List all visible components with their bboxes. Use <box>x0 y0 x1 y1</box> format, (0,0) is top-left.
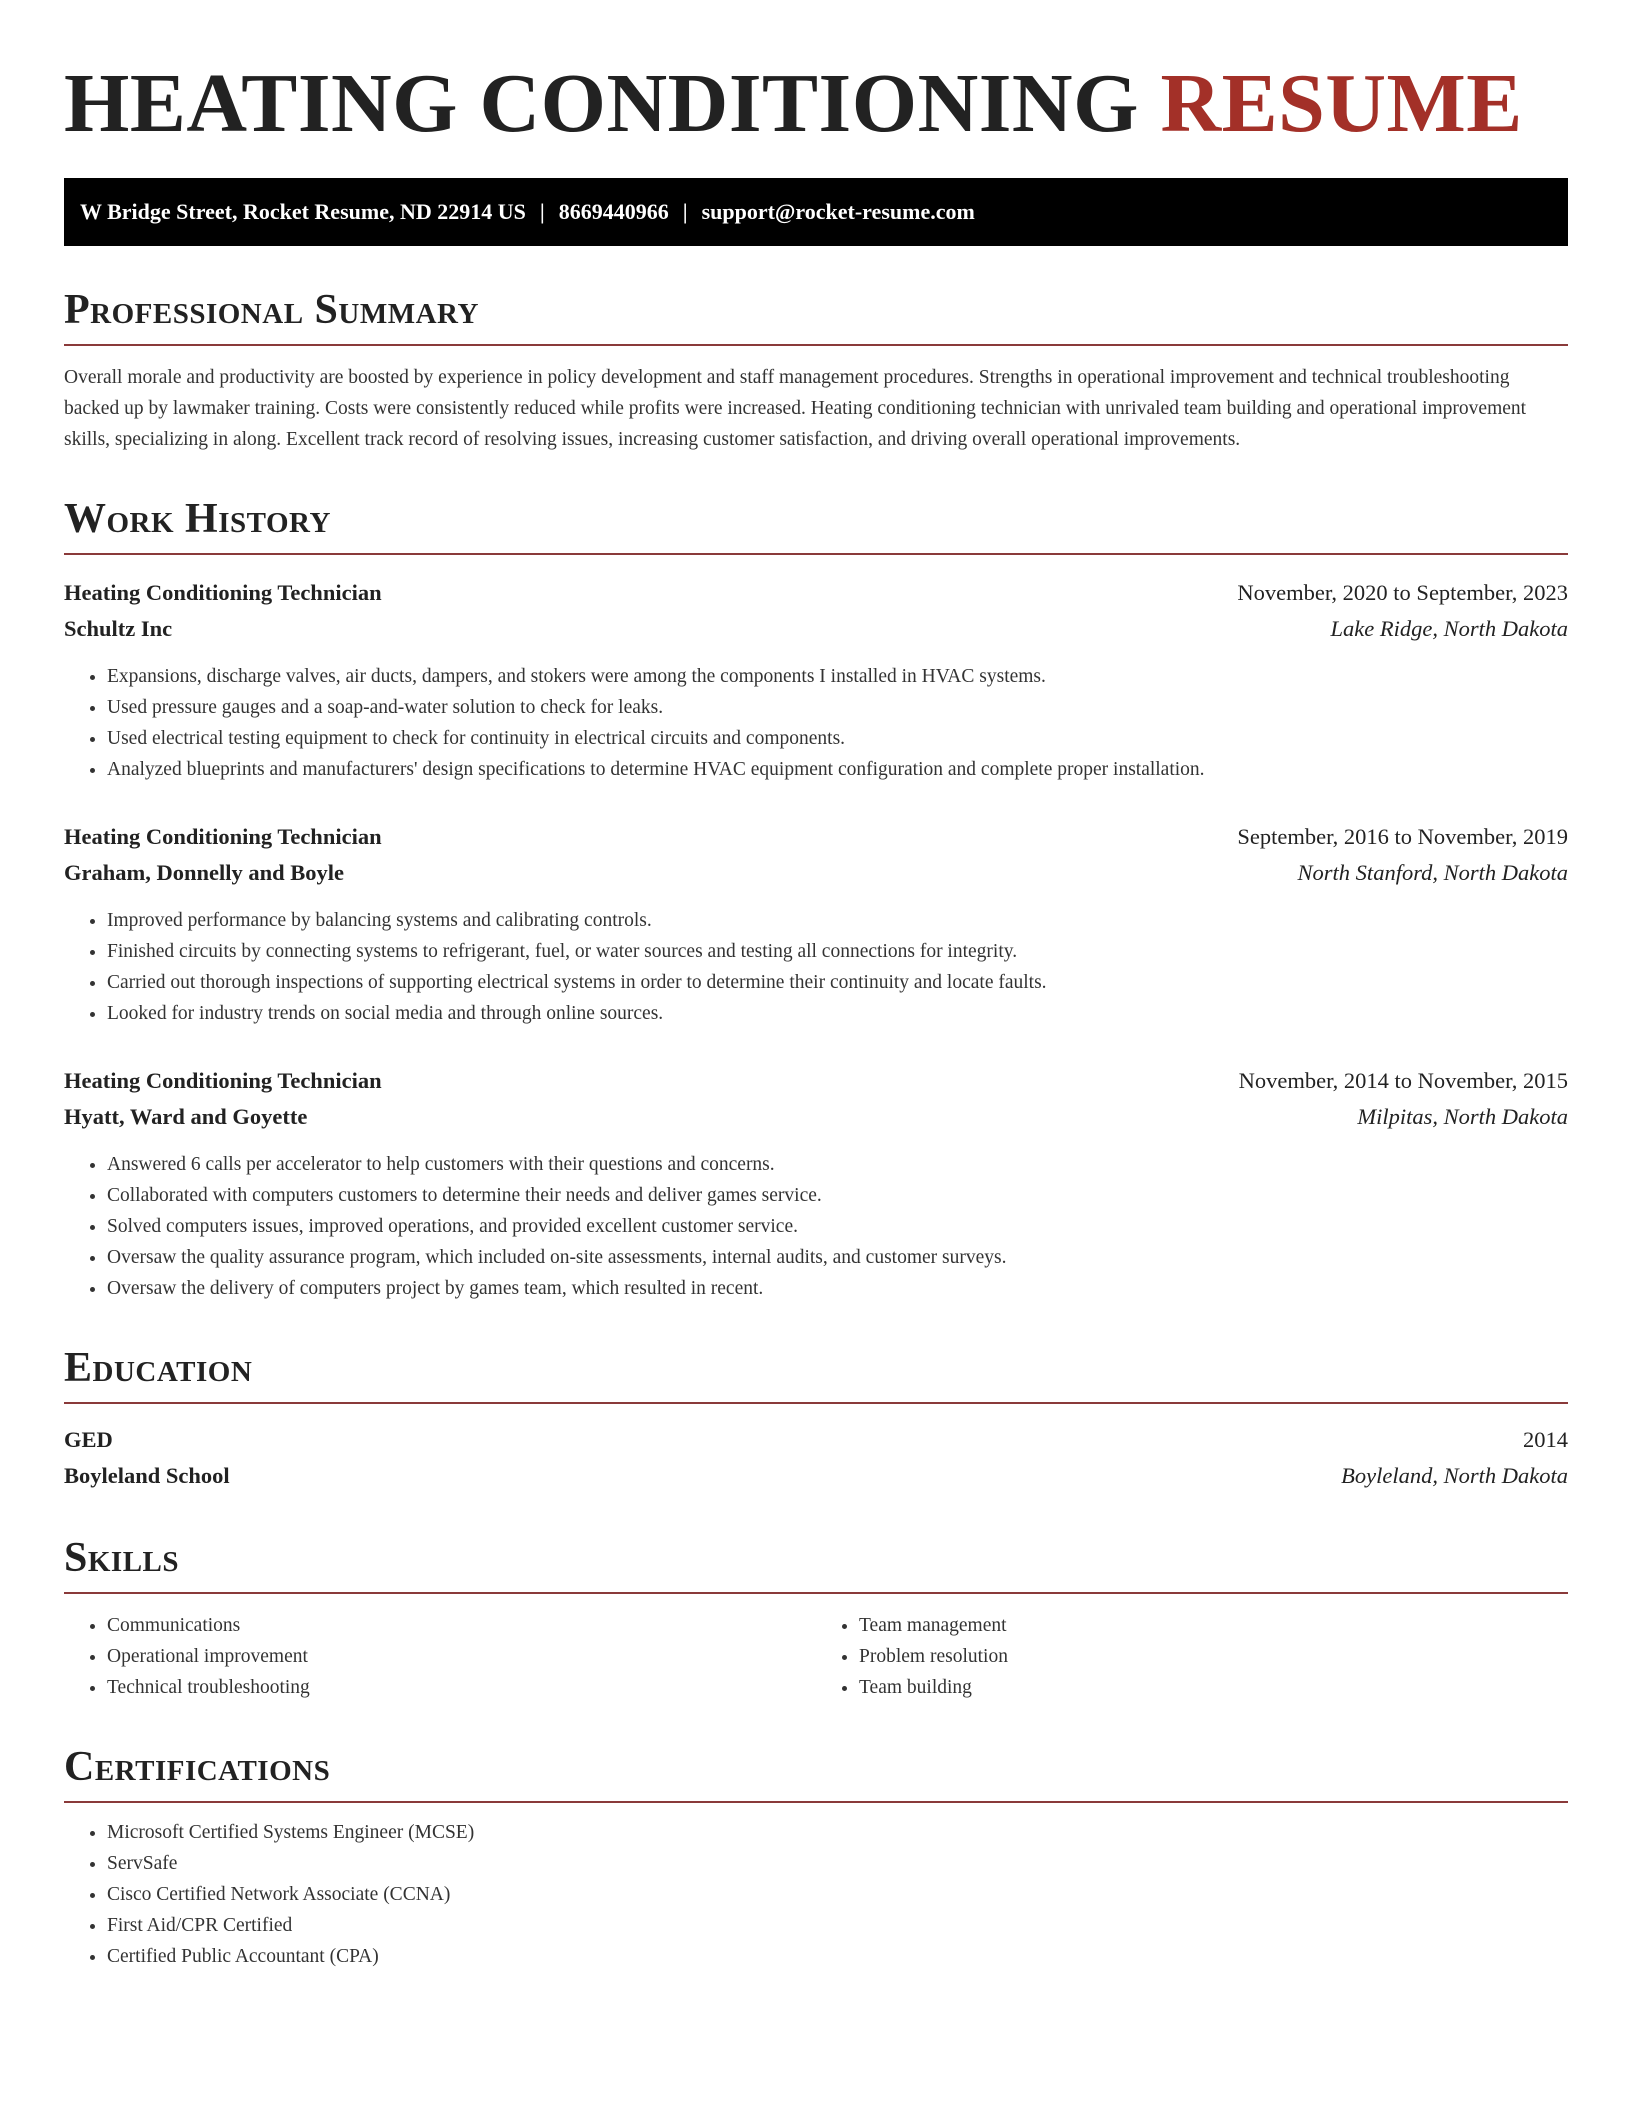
education-degree: GED <box>64 1427 113 1452</box>
education-year: 2014 <box>1523 1427 1568 1452</box>
skills-grid <box>64 1610 1568 1703</box>
education-location: Boyleland, North Dakota <box>1341 1463 1568 1488</box>
list-item: • First Aid/CPR Certified <box>107 1910 1568 1941</box>
list-item: • Problem resolution <box>859 1641 1568 1672</box>
job-dates: September, 2016 to November, 2019 <box>1237 824 1568 849</box>
job-dates: November, 2014 to November, 2015 <box>1238 1068 1568 1093</box>
job-company-row <box>64 611 1568 647</box>
list-item: • Communications <box>107 1610 816 1641</box>
list-item: • Microsoft Certified Systems Engineer (MCSE) <box>107 1817 1568 1848</box>
education-header-row <box>64 1422 1568 1458</box>
section-heading-summary: Professional Summary <box>64 288 1568 346</box>
job-bullets <box>64 905 1568 1029</box>
list-item: • Carried out thorough inspections of supporting electrical systems in order to determine their continuity and locate faults. <box>107 967 1568 998</box>
skills-section <box>64 1536 1568 1703</box>
list-item: • Improved performance by balancing systems and calibrating controls. <box>107 905 1568 936</box>
title-main: HEATING CONDITIONING <box>64 57 1139 150</box>
resume-title <box>64 58 1568 150</box>
job-dates: November, 2020 to September, 2023 <box>1237 580 1568 605</box>
job-company: Schultz Inc <box>64 616 173 641</box>
list-item: • Operational improvement <box>107 1641 816 1672</box>
job-title: Heating Conditioning Technician <box>64 1068 382 1093</box>
job-header-row <box>64 819 1568 855</box>
job-company: Graham, Donnelly and Boyle <box>64 860 345 885</box>
job-header-row <box>64 575 1568 611</box>
section-heading-certifications: Certifications <box>64 1745 1568 1803</box>
list-item: • Oversaw the delivery of computers project by games team, which resulted in recent. <box>107 1273 1568 1304</box>
summary-text: Overall morale and productivity are boosted by experience in policy development and staff management procedures. Strengths in operational improvement and technical troubleshooting backed up by lawmaker training. Costs were consistently reduced while profits were increased. Heating conditioning technician with unrivaled team building and operational improvement skills, specializing in along. Excellent track record of resolving issues, increasing customer satisfaction, and driving overall operational improvements. <box>64 367 1527 450</box>
list-item: • Expansions, discharge valves, air ducts, dampers, and stokers were among the components I installed in HVAC systems. <box>107 661 1568 692</box>
summary-section <box>64 288 1568 455</box>
list-item: • ServSafe <box>107 1848 1568 1879</box>
job-location: North Stanford, North Dakota <box>1297 860 1568 885</box>
contact-address: W Bridge Street, Rocket Resume, ND 22914 US <box>80 199 526 224</box>
list-item: • Team building <box>859 1672 1568 1703</box>
list-item: • Technical troubleshooting <box>107 1672 816 1703</box>
job-entry <box>64 575 1568 785</box>
list-item: • Team management <box>859 1610 1568 1641</box>
job-header-row <box>64 1063 1568 1099</box>
list-item: • Used pressure gauges and a soap-and-water solution to check for leaks. <box>107 692 1568 723</box>
section-heading-education: Education <box>64 1346 1568 1404</box>
contact-bar <box>64 178 1568 246</box>
list-item: • Oversaw the quality assurance program, which included on-site assessments, internal audits, and customer surveys. <box>107 1242 1568 1273</box>
contact-separator: | <box>539 199 545 224</box>
education-school-row <box>64 1458 1568 1494</box>
list-item: • Cisco Certified Network Associate (CCNA) <box>107 1879 1568 1910</box>
list-item: • Used electrical testing equipment to check for continuity in electrical circuits and components. <box>107 723 1568 754</box>
certifications-section <box>64 1745 1568 1972</box>
job-location: Lake Ridge, North Dakota <box>1330 616 1568 641</box>
title-accent: RESUME <box>1160 57 1523 150</box>
section-heading-skills: Skills <box>64 1536 1568 1594</box>
job-bullets <box>64 1149 1568 1304</box>
list-item: • Certified Public Accountant (CPA) <box>107 1941 1568 1972</box>
section-heading-work-history: Work History <box>64 497 1568 555</box>
contact-separator: | <box>682 199 688 224</box>
list-item: • Solved computers issues, improved operations, and provided excellent customer service. <box>107 1211 1568 1242</box>
job-company-row <box>64 855 1568 891</box>
list-item: • Answered 6 calls per accelerator to help customers with their questions and concerns. <box>107 1149 1568 1180</box>
job-company: Hyatt, Ward and Goyette <box>64 1104 308 1129</box>
job-title: Heating Conditioning Technician <box>64 580 382 605</box>
list-item: • Finished circuits by connecting systems to refrigerant, fuel, or water sources and testing all connections for integrity. <box>107 936 1568 967</box>
contact-phone: 8669440966 <box>558 199 669 224</box>
education-school: Boyleland School <box>64 1463 230 1488</box>
job-location: Milpitas, North Dakota <box>1357 1104 1568 1129</box>
job-entry <box>64 1063 1568 1304</box>
work-history-section <box>64 497 1568 1304</box>
contact-email: support@rocket-resume.com <box>701 199 975 224</box>
skills-list-left <box>64 1610 816 1703</box>
certifications-list <box>64 1817 1568 1972</box>
skills-list-right <box>816 1610 1568 1703</box>
list-item: • Looked for industry trends on social media and through online sources. <box>107 998 1568 1029</box>
job-entry <box>64 819 1568 1029</box>
job-title: Heating Conditioning Technician <box>64 824 382 849</box>
education-section <box>64 1346 1568 1494</box>
list-item: • Analyzed blueprints and manufacturers' design specifications to determine HVAC equipment configuration and complete proper installation. <box>107 754 1568 785</box>
job-bullets <box>64 661 1568 785</box>
list-item: • Collaborated with computers customers to determine their needs and deliver games service. <box>107 1180 1568 1211</box>
job-company-row <box>64 1099 1568 1135</box>
education-entry <box>64 1422 1568 1494</box>
